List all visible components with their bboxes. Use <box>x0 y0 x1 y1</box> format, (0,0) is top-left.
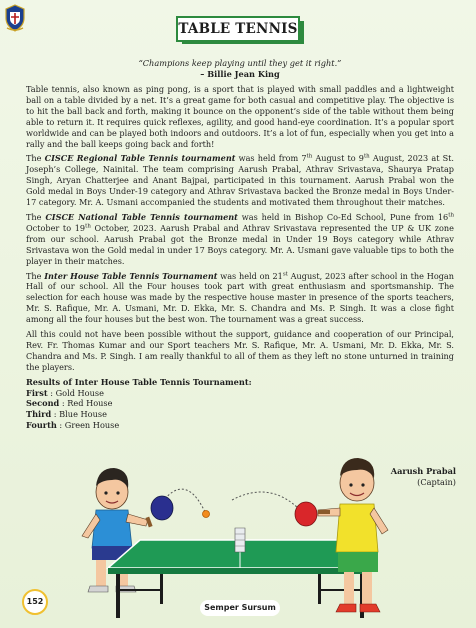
national-event-name: CISCE National Table Tennis tournament <box>45 211 238 222</box>
quote-block <box>60 58 420 80</box>
interhouse-paragraph <box>26 271 454 326</box>
result-place: First <box>26 387 48 398</box>
author-credit <box>391 466 456 487</box>
national-sup-1: th <box>448 212 454 219</box>
ball-icon <box>203 511 210 518</box>
national-text-1: was held in Bishop Co-Ed School, Pune from 16 <box>237 211 449 222</box>
intro-paragraph: Table tennis, also known as ping pong, is a sport that is played with small paddles and a lightweight ball on a table divided by a net. It’s a great game for both casual and competitive play. The objective is to hit the ball back and forth, making it bounce on the opponent’s side of the table without them being able to return it. It requires quick reflexes, agility, and good hand-eye coordination. It’s a popular sport worldwide and can be played both indoors and outdoors. It’s a lot of fun, especially when you get into a rally and the ball keeps going back and forth! <box>26 84 454 149</box>
regional-text-3: August, 2023 at St. Joseph’s College, Nainital. The team comprising Aarush Prabal, Athrav Srivastava, Shaurya Pratap Singh, Aryan Chatterjee and Anant Bajpai, participated in this tournament. Aarush Prabal won the Gold medal in Boys Under-19 category and Athrav Srivastava backed the Bronze medal in Boys Under-17 category. Mr. A. Usmani accompanied the students and motivated them throughout their matches. <box>26 153 455 208</box>
right-player-figure <box>318 458 388 612</box>
left-paddle-icon <box>145 496 173 527</box>
national-paragraph <box>26 212 454 267</box>
article-body <box>26 84 454 431</box>
footer-motto: Semper Sursum <box>200 600 280 616</box>
page-number: 152 <box>22 589 48 615</box>
interhouse-text-2: August, 2023 after school in the Hogan Hall of our school. All the Four houses took part with great enthusiasm and sportsmanship. The selection for each house was made by the respective house master in presence of the sports teachers, Mr. S. Rafique, Mr. A. Usmani, Mr. D. Ekka, Mr. S. Chandra and Ms. P. Singh. It was a close fight among all the four houses but the best won. The tournament was a great success. <box>26 270 454 325</box>
thanks-paragraph: All this could not have been possible without the support, guidance and cooperation of our Principal, Rev. Fr. Thomas Kumar and our Sport teachers Mr. S. Rafique, Mr. A. Usmani, Mr. D. Ekka, Mr. S. Chandra and Ms. P. Singh. I am really thankful to all of them as they left no stone unturned in training the players. <box>26 329 454 372</box>
national-text-3: October, 2023. Aarush Prabal and Athrav Srivastava represented the UP & UK zone from our school. Aarush Prabal got the Bronze medal in Under 19 Boys category while Athrav Srivastava won the Gold medal in under 17 Boys category. Mr. A. Usmani gave valuable tips to both the player in their matches. <box>26 222 454 266</box>
interhouse-sup-1: st <box>282 270 288 277</box>
result-place: Third <box>26 409 52 420</box>
title-shadow-right <box>300 21 304 44</box>
result-house: : Blue House <box>51 409 107 420</box>
regional-text-2: August to 9 <box>312 153 364 164</box>
result-row <box>26 398 454 409</box>
results-heading: Results of Inter House Table Tennis Tournament: <box>26 376 252 387</box>
result-house: : Gold House <box>47 387 104 398</box>
interhouse-event-name: Inter House Table Tennis Tournament <box>44 270 218 281</box>
result-house: : Green House <box>56 420 120 431</box>
national-sup-2: th <box>85 223 91 230</box>
result-place: Fourth <box>26 420 57 431</box>
interhouse-prefix: The <box>26 270 45 281</box>
school-crest-icon <box>4 4 26 32</box>
national-prefix: The <box>26 211 46 222</box>
national-text-2: October to 19 <box>26 222 86 233</box>
right-paddle-icon <box>295 502 330 526</box>
regional-text-1: was held from 7 <box>235 153 307 164</box>
quote-text: “Champions keep playing until they get it right.” <box>138 58 342 68</box>
left-player-figure <box>82 468 148 592</box>
interhouse-text-1: was held on 21 <box>217 270 283 281</box>
regional-sup-1: th <box>306 153 313 160</box>
quote-author: – Billie Jean King <box>200 69 280 79</box>
result-house: : Red House <box>59 398 113 409</box>
regional-event-name: CISCE Regional Table Tennis tournament <box>44 153 236 164</box>
title-badge <box>176 16 304 44</box>
results-list <box>26 377 454 432</box>
ball-trajectory <box>232 492 300 510</box>
result-place: Second <box>26 398 60 409</box>
result-row <box>26 420 454 431</box>
regional-sup-2: th <box>363 153 370 160</box>
author-name: Aarush Prabal <box>390 466 456 476</box>
page-title: TABLE TENNIS <box>176 16 300 42</box>
regional-prefix: The <box>26 153 45 164</box>
result-row <box>26 409 454 420</box>
regional-paragraph <box>26 153 454 208</box>
author-role: (Captain) <box>417 476 456 487</box>
result-row <box>26 388 454 399</box>
ball-trajectory <box>160 489 205 512</box>
